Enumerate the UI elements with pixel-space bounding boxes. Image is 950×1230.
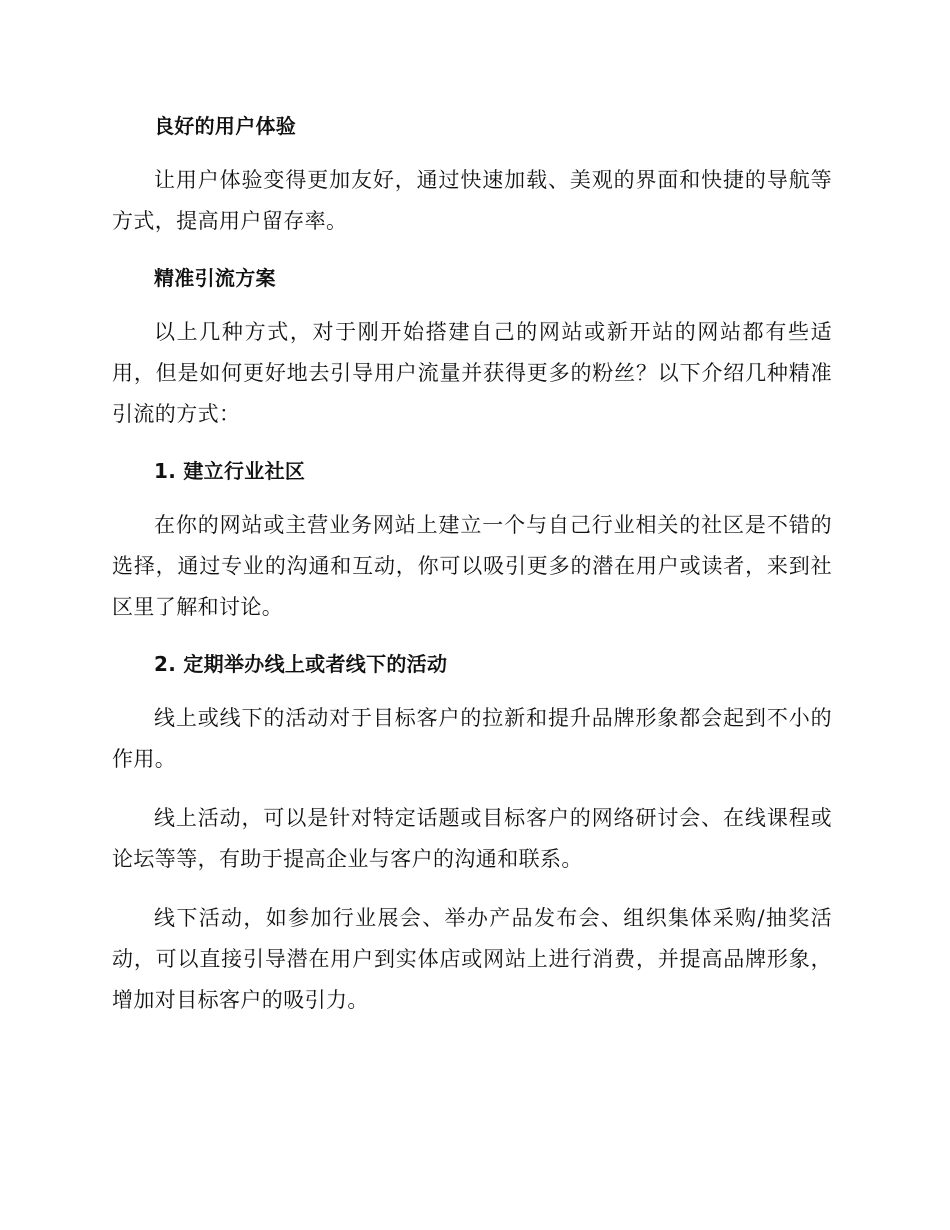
paragraph-offline-events: 线下活动，如参加行业展会、举办产品发布会、组织集体采购/抽奖活动，可以直接引导潜在用户到实体店或网站上进行消费，并提高品牌形象，增加对目标客户的吸引力。 (112, 906, 832, 1012)
section-heading-user-experience: 良好的用户体验 (154, 114, 297, 138)
section-heading-community: 1. 建立行业社区 (154, 459, 306, 483)
paragraph-user-experience: 让用户体验变得更加友好，通过快速加载、美观的界面和快捷的导航等方式，提高用户留存率。 (112, 168, 832, 233)
paragraph-events-intro: 线上或线下的活动对于目标客户的拉新和提升品牌形象都会起到不小的作用。 (112, 706, 832, 771)
section-heading-events: 2. 定期举办线上或者线下的活动 (154, 652, 448, 676)
paragraph-traffic-intro: 以上几种方式，对于刚开始搭建自己的网站或新开站的网站都有些适用，但是如何更好地去引导用户流量并获得更多的粉丝？以下介绍几种精准引流的方式： (112, 320, 832, 426)
paragraph-community: 在你的网站或主营业务网站上建立一个与自己行业相关的社区是不错的选择，通过专业的沟通和互动，你可以吸引更多的潜在用户或读者，来到社区里了解和讨论。 (112, 513, 832, 619)
paragraph-online-events: 线上活动，可以是针对特定话题或目标客户的网络研讨会、在线课程或论坛等等，有助于提高企业与客户的沟通和联系。 (112, 806, 832, 871)
section-heading-traffic-plan: 精准引流方案 (154, 266, 276, 290)
